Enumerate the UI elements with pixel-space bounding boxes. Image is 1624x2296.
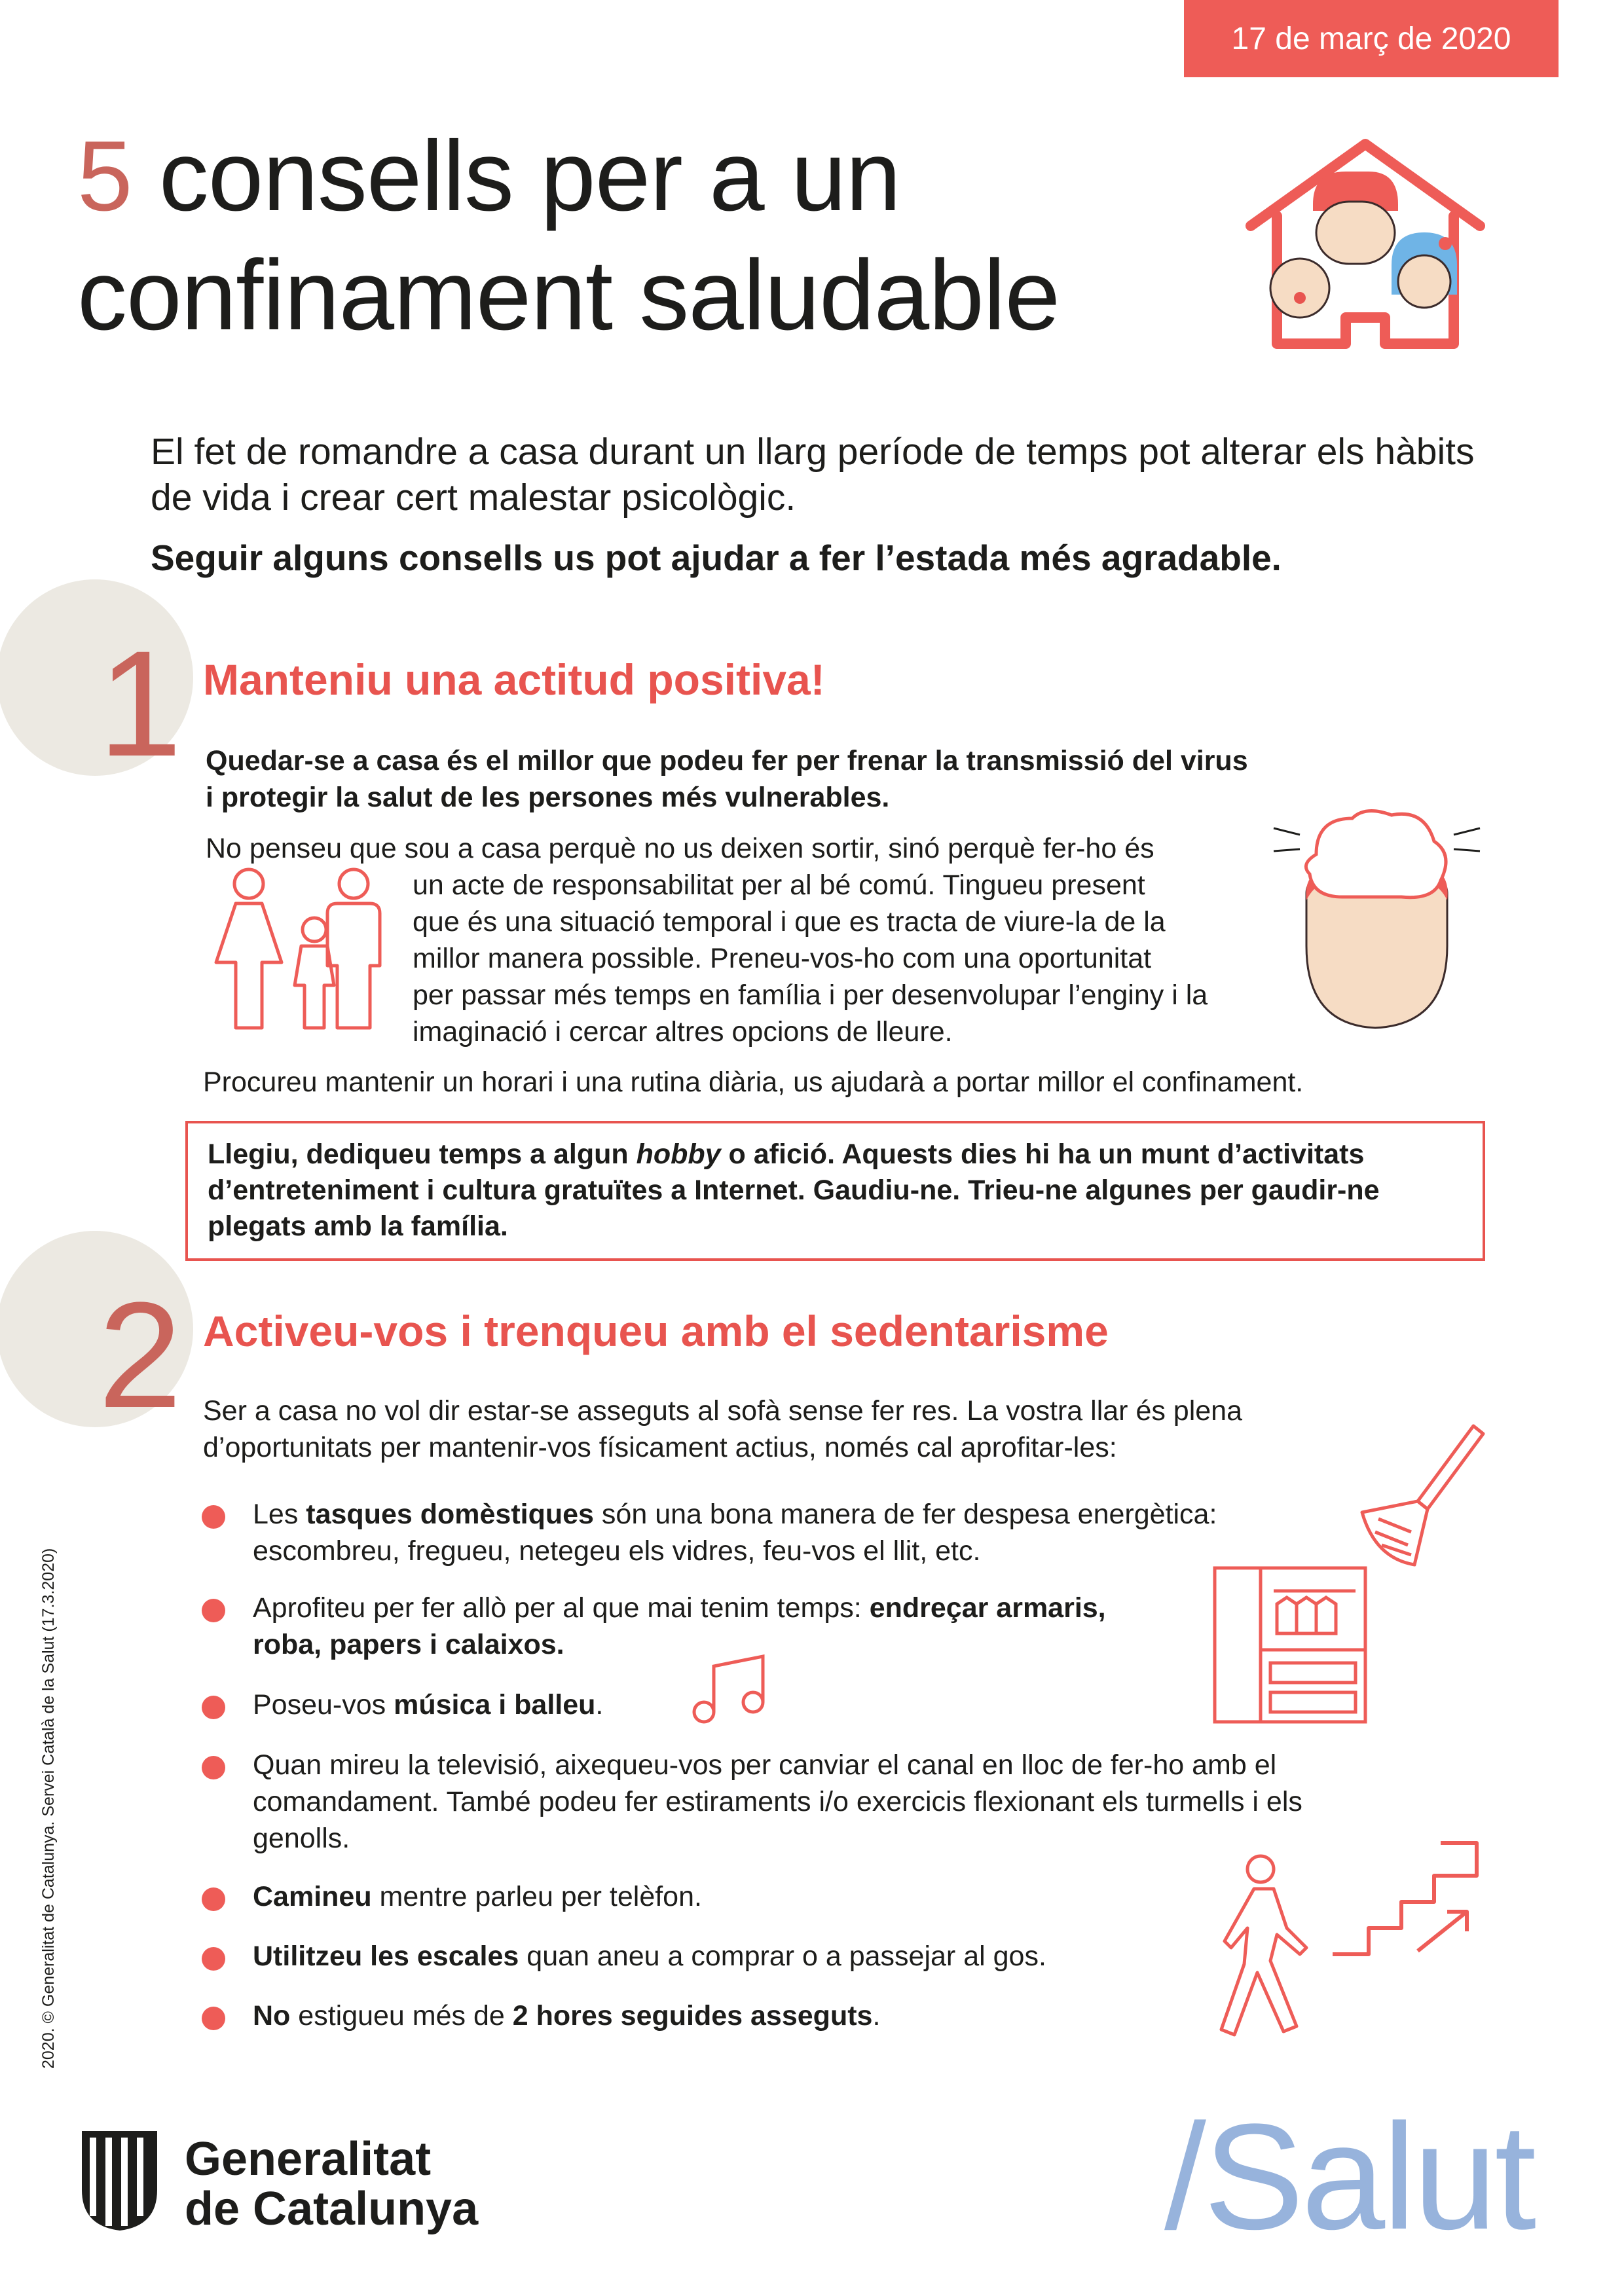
house-family-icon <box>1241 131 1490 357</box>
bullet-line2: escombreu, fregueu, netegeu els vidres, feu-vos el llit, etc. <box>253 1535 981 1567</box>
bullet-text: són una bona manera de fer despesa energètica: <box>593 1499 1217 1530</box>
walking-person-icon <box>1205 1853 1316 2039</box>
bullet-text: . <box>872 2000 881 2032</box>
bullet-text: mentre parleu per telèfon. <box>371 1881 702 1912</box>
callout-text-b: o afició. Aquests dies hi ha un munt d’activitats d’entreteniment i cultura gratuïtes a Internet. Gaudiu-ne. Trieu-ne algunes per gaudir-ne plegats amb la família. <box>208 1139 1380 1242</box>
bullet-dot <box>202 1887 225 1911</box>
bullet-text: Les <box>253 1499 306 1530</box>
section2-number: 2 <box>98 1271 182 1439</box>
wardrobe-icon <box>1211 1565 1369 1725</box>
title-number: 5 <box>77 120 132 232</box>
family-icon <box>196 864 406 1034</box>
bullet-dot <box>202 1947 225 1971</box>
intro-text: El fet de romandre a casa durant un llarg període de temps pot alterar els hàbits de vida i crear cert malestar psicològic. <box>151 431 1475 519</box>
bullet-dot <box>202 1505 225 1529</box>
bullet-dot <box>202 2007 225 2030</box>
gencat-wordmark <box>185 2134 478 2234</box>
bullet-text: Aprofiteu per fer allò per al que mai tenim temps: <box>253 1592 870 1624</box>
bullet-dot <box>202 1696 225 1719</box>
section1-routine: Procureu mantenir un horari i una rutina diària, us ajudarà a portar millor el confinament. <box>203 1066 1304 1098</box>
date-text: 17 de març de 2020 <box>1231 21 1511 56</box>
callout-text-a: Llegiu, dediqueu temps a algun <box>208 1139 637 1170</box>
bullet-text: Quan mireu la televisió, aixequeu-vos per canviar el canal en lloc de fer-ho amb el <box>253 1749 1277 1781</box>
hobby-callout <box>185 1121 1485 1261</box>
title-line2: confinament saludable <box>77 240 1060 351</box>
section1-number: 1 <box>98 619 182 788</box>
bullet-dot <box>202 1756 225 1779</box>
brain-head-icon <box>1270 809 1483 1034</box>
stairs-icon <box>1329 1840 1480 1958</box>
bullet-tv <box>202 1747 1446 1857</box>
bullet-line2: roba, papers i calaixos. <box>253 1629 564 1660</box>
callout-hobby: hobby <box>636 1139 721 1170</box>
date-badge <box>1184 0 1559 77</box>
bullet-text: estigueu més de <box>290 2000 513 2032</box>
section2-intro-line2: d’oportunitats per mantenir-vos físicament actius, només cal aprofitar-les: <box>203 1432 1117 1463</box>
intro-bold: Seguir alguns consells us pot ajudar a fer l’estada més agradable. <box>151 538 1282 578</box>
broom-icon <box>1359 1421 1490 1571</box>
bullet-bold: tasques domèstiques <box>306 1499 594 1530</box>
bullet-text: . <box>595 1689 604 1721</box>
section1-p-line3: que és una situació temporal i que es tracta de viure-la de la <box>413 906 1166 938</box>
section2-title: Activeu-vos i trenqueu amb el sedentarisme <box>203 1307 1109 1355</box>
music-note-icon <box>691 1653 776 1728</box>
bullet-text: Poseu-vos <box>253 1689 394 1721</box>
page-title <box>77 117 1060 355</box>
bullet-bold: endreçar armaris, <box>869 1592 1106 1624</box>
bullet-line3: genolls. <box>253 1823 350 1854</box>
title-line1: consells per a un <box>158 120 900 232</box>
bullet-bold: 2 hores seguides asseguts <box>512 2000 873 2032</box>
section1-p-line2: un acte de responsabilitat per al bé comú. Tingueu present <box>413 869 1145 901</box>
gencat-logo-icon <box>75 2128 164 2232</box>
gencat-line2: de Catalunya <box>185 2183 479 2235</box>
bullet-bold: música i balleu <box>394 1689 596 1721</box>
side-credit: 2020. © Generalitat de Catalunya. Servei Català de la Salut (17.3.2020) <box>39 1548 58 2069</box>
section1-bold-line1: Quedar-se a casa és el millor que podeu fer per frenar la transmissió del virus <box>206 745 1248 776</box>
section1-p-line6: imaginació i cercar altres opcions de lleure. <box>413 1016 953 1048</box>
bullet-text: quan aneu a comprar o a passejar al gos. <box>519 1941 1046 1972</box>
bullet-bold: No <box>253 2000 291 2032</box>
salut-wordmark: /Salut <box>1164 2092 1534 2261</box>
section2-intro-line1: Ser a casa no vol dir estar-se asseguts al sofà sense fer res. La vostra llar és plena <box>203 1395 1243 1427</box>
section1-title: Manteniu una actitud positiva! <box>203 655 825 704</box>
section1-bold-line2: i protegir la salut de les persones més vulnerables. <box>206 782 890 813</box>
section1-p-line5: per passar més temps en família i per desenvolupar l’enginy i la <box>413 979 1208 1011</box>
bullet-housework <box>202 1496 1446 1569</box>
bullet-bold: Camineu <box>253 1881 372 1912</box>
section1-p-line4: millor manera possible. Preneu-vos-ho com una oportunitat <box>413 943 1152 974</box>
bullet-line2: comandament. També podeu fer estiraments i/o exercicis flexionant els turmells i els <box>253 1786 1302 1817</box>
bullet-dot <box>202 1599 225 1622</box>
bullet-bold: Utilitzeu les escales <box>253 1941 519 1972</box>
gencat-line1: Generalitat <box>185 2133 432 2185</box>
section1-p-line1: No penseu que sou a casa perquè no us deixen sortir, sinó perquè fer-ho és <box>206 833 1154 864</box>
